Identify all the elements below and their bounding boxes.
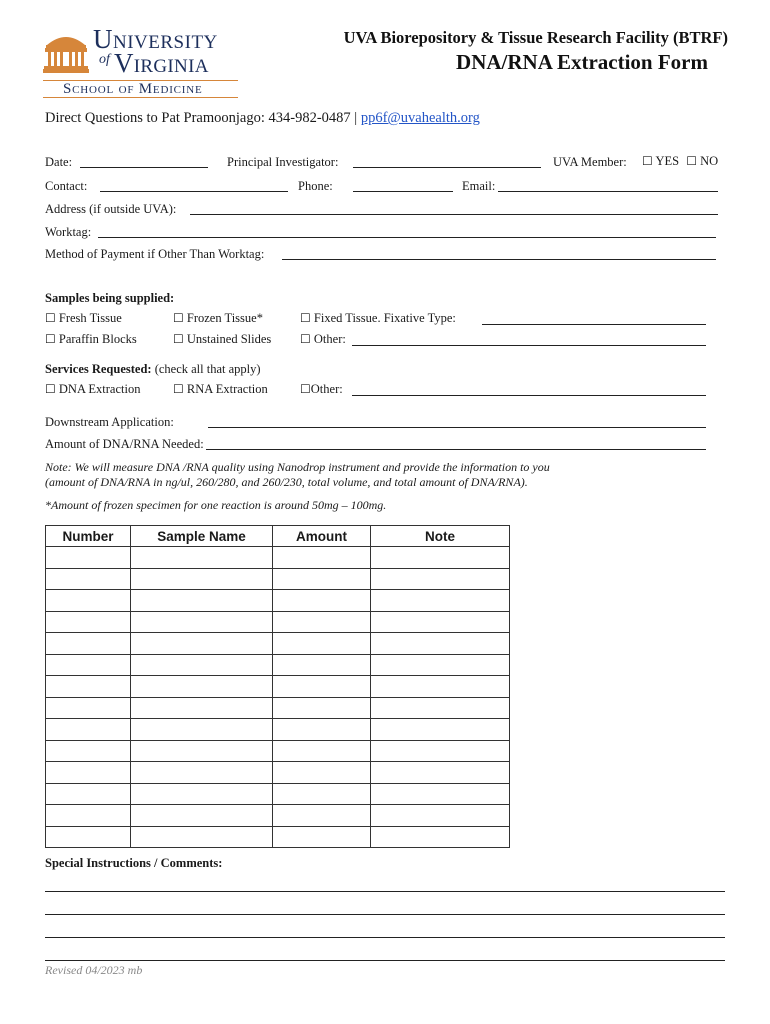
table-cell[interactable]: [46, 762, 131, 784]
table-cell[interactable]: [46, 783, 131, 805]
amount-needed-field[interactable]: [206, 437, 706, 450]
table-cell[interactable]: [46, 611, 131, 633]
table-cell[interactable]: [46, 805, 131, 827]
table-cell[interactable]: [273, 826, 371, 848]
table-cell[interactable]: [131, 654, 273, 676]
services-other-checkbox[interactable]: ☐: [300, 382, 311, 396]
table-cell[interactable]: [131, 719, 273, 741]
table-cell[interactable]: [273, 805, 371, 827]
table-cell[interactable]: [371, 654, 510, 676]
logo-virginia: Virginia: [114, 48, 209, 78]
rotunda-logo-icon: [43, 27, 89, 73]
frozen-tissue-checkbox[interactable]: ☐: [173, 311, 184, 325]
table-row: [46, 783, 510, 805]
table-cell[interactable]: [46, 826, 131, 848]
table-row: [46, 826, 510, 848]
date-field[interactable]: [80, 155, 208, 168]
table-cell[interactable]: [131, 676, 273, 698]
table-cell[interactable]: [273, 568, 371, 590]
table-row: [46, 547, 510, 569]
services-other-label: Other:: [310, 382, 343, 396]
table-cell[interactable]: [131, 547, 273, 569]
number-header: Number: [46, 526, 131, 547]
worktag-label: Worktag:: [45, 225, 92, 239]
table-row: [46, 611, 510, 633]
contact-field[interactable]: [100, 179, 288, 192]
samples-other-label: Other:: [313, 332, 346, 346]
note-header: Note: [371, 526, 510, 547]
uva-member-label: UVA Member:: [553, 155, 627, 169]
comment-line[interactable]: [45, 960, 725, 961]
unstained-slides-checkbox[interactable]: ☐: [173, 332, 184, 346]
yes-checkbox[interactable]: ☐: [642, 154, 653, 168]
fixative-type-field[interactable]: [482, 312, 706, 325]
table-cell[interactable]: [273, 633, 371, 655]
logo-university: University: [93, 24, 218, 54]
address-field[interactable]: [190, 202, 718, 215]
table-cell[interactable]: [273, 611, 371, 633]
table-cell[interactable]: [46, 676, 131, 698]
worktag-field[interactable]: [98, 225, 716, 238]
phone-field[interactable]: [353, 179, 453, 192]
payment-field[interactable]: [282, 247, 716, 260]
unstained-slides-label: Unstained Slides: [186, 332, 272, 346]
address-label: Address (if outside UVA):: [45, 202, 177, 216]
table-cell[interactable]: [273, 719, 371, 741]
samples-other-checkbox[interactable]: ☐: [300, 332, 311, 346]
contact-label: Contact:: [45, 179, 88, 193]
rna-extraction-label: RNA Extraction: [186, 382, 268, 396]
phone-label: Phone:: [298, 179, 333, 193]
table-cell[interactable]: [371, 676, 510, 698]
amount-needed-label: Amount of DNA/RNA Needed:: [45, 437, 204, 451]
table-row: [46, 805, 510, 827]
table-cell[interactable]: [371, 590, 510, 612]
paraffin-blocks-label: Paraffin Blocks: [58, 332, 137, 346]
table-cell[interactable]: [131, 805, 273, 827]
table-cell[interactable]: [46, 547, 131, 569]
facility-name: UVA Biorepository & Tissue Research Facility (BTRF): [343, 28, 728, 47]
pi-field[interactable]: [353, 155, 541, 168]
revision-note: Revised 04/2023 mb: [45, 963, 143, 977]
table-cell[interactable]: [273, 547, 371, 569]
fixed-tissue-label: Fixed Tissue. Fixative Type:: [313, 311, 456, 325]
samples-heading: Samples being supplied:: [45, 291, 175, 305]
table-cell[interactable]: [371, 547, 510, 569]
dna-extraction-checkbox[interactable]: ☐: [45, 382, 56, 396]
paraffin-blocks-checkbox[interactable]: ☐: [45, 332, 56, 346]
table-cell[interactable]: [273, 762, 371, 784]
table-cell[interactable]: [131, 783, 273, 805]
amount-header: Amount: [273, 526, 371, 547]
services-other-field[interactable]: [352, 383, 706, 396]
table-row: [46, 697, 510, 719]
form-title: DNA/RNA Extraction Form: [456, 50, 708, 74]
table-cell[interactable]: [273, 783, 371, 805]
downstream-field[interactable]: [208, 415, 706, 428]
table-row: [46, 740, 510, 762]
comment-line[interactable]: [45, 914, 725, 915]
table-row: [46, 633, 510, 655]
no-label: NO: [700, 154, 719, 168]
table-row: [46, 654, 510, 676]
email-label: Email:: [462, 179, 496, 193]
contact-line: [45, 110, 480, 127]
table-cell[interactable]: [131, 568, 273, 590]
logo-school: School of Medicine: [63, 81, 203, 97]
table-cell[interactable]: [273, 697, 371, 719]
date-label: Date:: [45, 155, 73, 169]
table-cell[interactable]: [46, 719, 131, 741]
table-cell[interactable]: [46, 654, 131, 676]
fresh-tissue-label: Fresh Tissue: [58, 311, 122, 325]
yes-label: YES: [655, 154, 680, 168]
rna-extraction-checkbox[interactable]: ☐: [173, 382, 184, 396]
table-row: [46, 590, 510, 612]
fixed-tissue-checkbox[interactable]: ☐: [300, 311, 311, 325]
pi-label: Principal Investigator:: [227, 155, 339, 169]
logo-divider-bottom: [43, 97, 238, 98]
table-cell[interactable]: [273, 590, 371, 612]
frozen-tissue-label: Frozen Tissue*: [186, 311, 263, 325]
sample-name-header: Sample Name: [131, 526, 273, 547]
table-cell[interactable]: [371, 783, 510, 805]
table-cell[interactable]: [371, 826, 510, 848]
table-cell[interactable]: [273, 676, 371, 698]
samples-table: [45, 525, 510, 848]
comment-line[interactable]: [45, 937, 725, 938]
table-cell[interactable]: [131, 762, 273, 784]
table-cell[interactable]: [371, 762, 510, 784]
table-cell[interactable]: [131, 697, 273, 719]
email-field[interactable]: [498, 179, 718, 192]
table-cell[interactable]: [371, 697, 510, 719]
table-cell[interactable]: [131, 633, 273, 655]
nanodrop-note: Note: We will measure DNA /RNA quality using Nanodrop instrument and provide the information to you: [45, 460, 550, 474]
no-checkbox[interactable]: ☐: [686, 154, 697, 168]
samples-other-field[interactable]: [352, 333, 706, 346]
table-cell[interactable]: [371, 611, 510, 633]
table-cell[interactable]: [131, 740, 273, 762]
comments-heading: Special Instructions / Comments:: [45, 856, 223, 870]
comment-line[interactable]: [45, 891, 725, 892]
table-cell[interactable]: [371, 633, 510, 655]
frozen-amount-note: *Amount of frozen specimen for one reaction is around 50mg – 100mg.: [45, 498, 387, 512]
fresh-tissue-checkbox[interactable]: ☐: [45, 311, 56, 325]
table-cell[interactable]: [371, 568, 510, 590]
table-cell[interactable]: [131, 826, 273, 848]
table-cell[interactable]: [46, 590, 131, 612]
contact-text: Direct Questions to Pat Pramoonjago: 434-982-0487 |: [45, 110, 361, 126]
services-heading: Services Requested:: [45, 362, 152, 376]
services-hint: (check all that apply): [151, 362, 261, 376]
table-cell[interactable]: [273, 654, 371, 676]
table-row: [46, 719, 510, 741]
table-cell[interactable]: [131, 590, 273, 612]
table-row: [46, 676, 510, 698]
dna-extraction-label: DNA Extraction: [58, 382, 141, 396]
table-cell[interactable]: [46, 740, 131, 762]
table-cell[interactable]: [371, 805, 510, 827]
table-cell[interactable]: [273, 740, 371, 762]
table-cell[interactable]: [46, 697, 131, 719]
table-cell[interactable]: [131, 611, 273, 633]
table-cell[interactable]: [46, 568, 131, 590]
table-cell[interactable]: [371, 740, 510, 762]
contact-email-link[interactable]: pp6f@uvahealth.org: [360, 110, 480, 126]
table-row: [46, 568, 510, 590]
payment-label: Method of Payment if Other Than Worktag:: [45, 247, 265, 261]
table-row: [46, 762, 510, 784]
downstream-label: Downstream Application:: [45, 415, 174, 429]
nanodrop-note-detail: (amount of DNA/RNA in ng/ul, 260/280, and 260/230, total volume, and total amount of DNA/RNA).: [45, 475, 528, 489]
table-cell[interactable]: [46, 633, 131, 655]
table-cell[interactable]: [371, 719, 510, 741]
logo-of: of: [99, 52, 110, 67]
